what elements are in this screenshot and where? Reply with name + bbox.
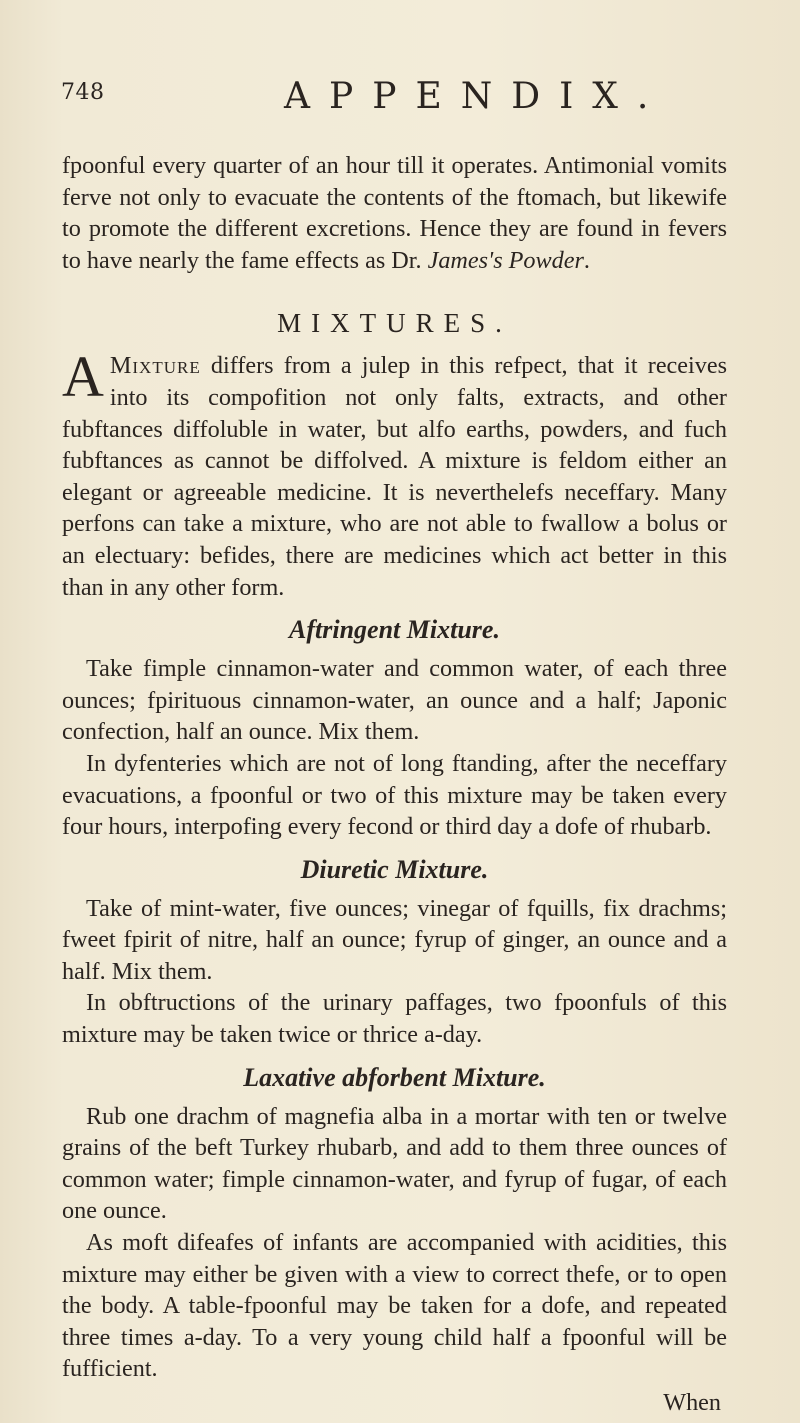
diuretic-recipe: Take of mint-water, five ounces; vinegar of fquills, fix drachms; fweet fpirit of nitre, half an ounce; fyrup of ginger, an ounce and a half. Mix them. (62, 894, 727, 985)
catchword-line (62, 1387, 727, 1419)
diuretic-mixture-heading: Diuretic Mixture. (300, 854, 489, 884)
mixture-definition-paragraph (62, 344, 727, 603)
diuretic-usage: In obftructions of the urinary paffages, two fpoonfuls of this mixture may be taken twice or thrice a-day. (62, 989, 727, 1049)
astringent-usage: In dyfenteries which are not of long ftanding, after the neceffary evacuations, a fpoonful or two of this mixture may be taken every four hours, interpofing every fecond or third day a dofe of rhubarb. (62, 749, 727, 841)
laxative-recipe: Rub one drachm of magnefia alba in a mortar with ten or twelve grains of the beft Turkey rhubarb, and add to them three ounces of common water; fimple cinnamon-water, and fyrup of fugar, of each one ounce. (62, 1102, 727, 1225)
section-heading-mixtures: MIXTURES. (277, 308, 512, 339)
page-number: 748 (61, 80, 105, 105)
intro-period: . (583, 246, 590, 274)
catchword: When (663, 1389, 721, 1416)
intro-paragraph (62, 150, 727, 276)
astringent-recipe: Take fimple cinnamon-water and common water, of each three ounces; fpirituous cinnamon-water, an ounce and a half; Japonic confection, half an ounce. Mix them. (62, 655, 727, 746)
james-powder-reference: James's Powder (427, 246, 584, 274)
astringent-mixture-heading: Aftringent Mixture. (289, 615, 500, 645)
page-header (61, 76, 740, 116)
mixture-word: Mixture (109, 352, 201, 380)
running-head: APPENDIX. (284, 76, 668, 117)
intro-text: fpoonful every quarter of an hour till it operates. Antimonial vomits ferve not only to evacuate the contents of the ftomach, but likewife to promote the different excretions. Hence they are found in fevers to have nearly the fame effects as Dr. (62, 152, 727, 274)
mixture-definition-text: differs from a julep in this refpect, that it receives into its compofition not only falts, extracts, and other fubftances diffoluble in water, but alfo earths, powders, and fuch fubftances as cannot be diffolved. A mixture is feldom either an elegant or agreeable medicine. It is neverthelefs neceffary. Many perfons can take a mixture, who are not able to fwallow a bolus or an electuary: befides, there are medicines which act better in this than in any other form. (62, 352, 727, 601)
laxative-usage: As moft difeafes of infants are accompanied with acidities, this mixture may either be given with a view to correct thefe, or to open the body. A table-fpoonful may be taken for a dofe, and repeated three times a-day. To a very young child half a fpoonful will be fufficient. (62, 1229, 727, 1383)
body-text (62, 150, 727, 1419)
laxative-mixture-heading: Laxative abforbent Mixture. (243, 1062, 546, 1092)
drop-cap: A (62, 344, 104, 410)
